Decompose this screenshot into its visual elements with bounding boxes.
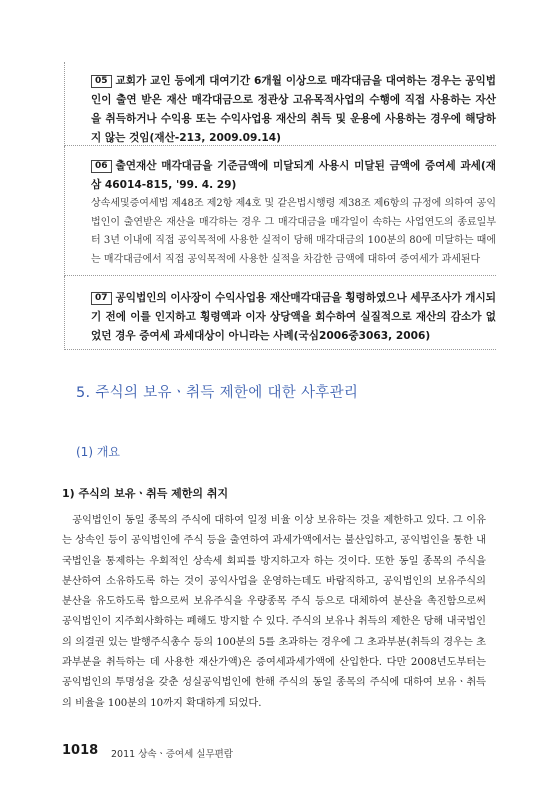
case-box-05	[64, 62, 496, 146]
sub-title: (1) 개요	[76, 445, 120, 459]
case-heading-text: 공익법인의 이사장이 수익사업용 재산매각대금을 횡령하였으나 세무조사가 개시되기 전에 이를 인지하고 횡령액과 이자 상당액을 회수하여 실질적으로 재산의 감소가 없었던 경우 증여세 과세대상이 아니라는 사례(국심2006중3063, 2006)	[91, 292, 496, 342]
body-paragraph	[62, 511, 486, 714]
case-number-badge: 07	[91, 292, 112, 305]
case-box-06	[64, 146, 496, 276]
case-heading-05	[91, 62, 496, 148]
case-box-07	[64, 276, 496, 350]
case-number-badge: 05	[91, 75, 112, 88]
case-number-badge: 06	[91, 160, 112, 173]
body-text: 공익법인이 동일 종목의 주식에 대하여 일정 비율 이상 보유하는 것을 제한하고 있다. 그 이유는 상속인 등이 공익법인에 주식 등을 출연하여 과세가액에서는 불산입하고, 공익법인을 통한 내국법인을 통제하는 우회적인 상속세 회피를 방지하고자 하는 것이다. 또한 동일 종목의 주식을 분산하여 소유하도록 하는 것이 공익사업을 운영하는데도 바람직하고, 공익법인의 보유주식의 분산을 유도하도록 함으로써 보유주식을 우량종목 주식 등으로 대체하여 분산을 촉진함으로써 공익법인이 지주회사화하는 폐해도 방지할 수 있다. 주식의 보유나 취득의 제한은 당해 내국법인의 의결권 있는 발행주식총수 등의 100분의 5를 초과하는 경우에 그 초과부분(취득의 경우는 초과부분을 취득하는 데 사용한 재산가액)은 증여세과세가액에 산입한다. 다만 2008년도부터는 공익법인의 투명성을 갖춘 성실공익법인에 한해 주식의 동일 종목의 주식에 대하여 보유ㆍ취득의 비율을 100분의 10까지 확대하게 되었다.	[62, 515, 486, 709]
case-heading-07	[91, 276, 496, 346]
section-title: 5. 주식의 보유ㆍ취득 제한에 대한 사후관리	[76, 385, 359, 401]
case-heading-06	[91, 146, 496, 195]
book-title: 2011 상속ㆍ증여세 실무편람	[111, 749, 233, 760]
subsub-title: 1) 주식의 보유ㆍ취득 제한의 취지	[62, 487, 229, 500]
case-heading-text: 출연재산 매각대금을 기준금액에 미달되게 사용시 미달된 금액에 증여세 과세(재삼 46014-815, '99. 4. 29)	[91, 160, 496, 191]
page-number: 1018	[62, 743, 99, 758]
case-heading-text: 교회가 교인 등에게 대여기간 6개월 이상으로 매각대금을 대여하는 경우는 공익법인이 출연 받은 재산 매각대금으로 정관상 고유목적사업의 수행에 직접 사용하는 자산을 취득하거나 수익용 또는 수익사업용 재산의 취득 및 운용에 사용하는 경우에 해당하지 않는 것임(재산-213, 2009.09.14)	[91, 75, 496, 144]
case-body-06: 상속세및증여세법 제48조 제2항 제4호 및 같은법시행령 제38조 제6항의 규정에 의하여 공익법인이 출연받은 재산을 매각하는 경우 그 매각대금을 매각일이 속하는 사업연도의 종료일부터 3년 이내에 직접 공익목적에 사용한 실적이 당해 매각대금의 100분의 80에 미달하는 때에는 매각대금에서 직접 공익목적에 사용한 실적을 차감한 금액에 대하여 증여세가 과세된다	[91, 198, 496, 265]
